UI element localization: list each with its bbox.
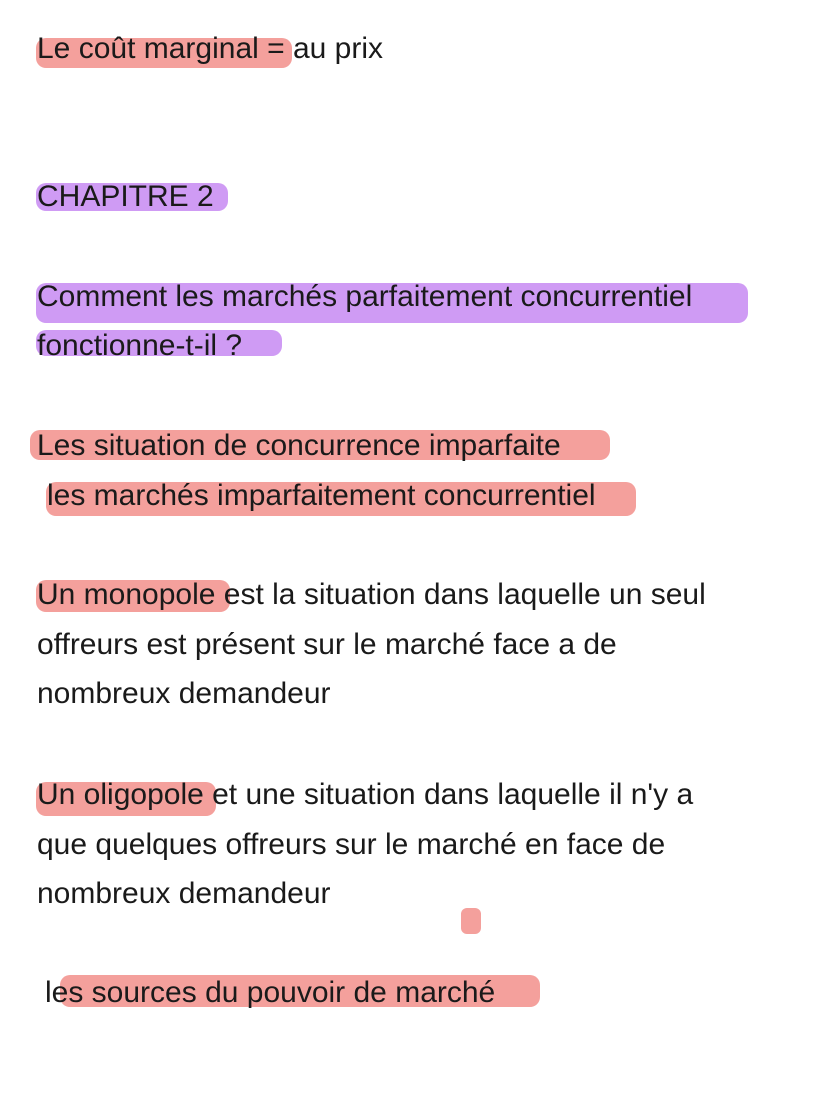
highlight-dot: [461, 908, 481, 934]
oligopole-line-2: que quelques offreurs sur le marché en face de: [37, 828, 666, 861]
monopole-line-1: Un monopole est la situation dans laquelle un seul: [37, 578, 706, 611]
question-line-1: Comment les marchés parfaitement concurrentiel: [37, 280, 693, 313]
monopole-line-3: nombreux demandeur: [37, 677, 331, 710]
note-line-cout-marginal: Le coût marginal = au prix: [37, 32, 384, 65]
oligopole-line-3: nombreux demandeur: [37, 877, 331, 910]
chapter-title: CHAPITRE 2: [37, 180, 214, 213]
section-heading-2: les marchés imparfaitement concurrentiel: [47, 479, 596, 512]
monopole-line-2: offreurs est présent sur le marché face a de: [37, 628, 617, 661]
section-heading-1: Les situation de concurrence imparfaite: [37, 429, 561, 462]
sources-heading: les sources du pouvoir de marché: [45, 976, 496, 1009]
question-line-2: fonctionne-t-il ?: [37, 329, 243, 362]
oligopole-line-1: Un oligopole et une situation dans laquelle il n'y a: [37, 778, 694, 811]
